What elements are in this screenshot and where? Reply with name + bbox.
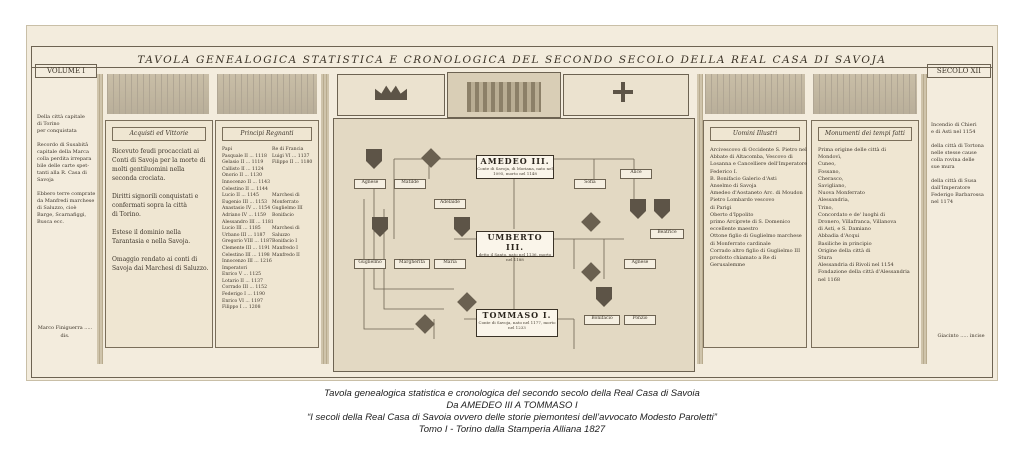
side-note-line: dall'Imperatore <box>931 185 971 191</box>
uomini-panel <box>703 120 807 348</box>
node-tommaso-name: TOMMASO I. <box>482 310 552 320</box>
column-line: Losanna e Cancelliere dell'Imperatore <box>710 161 808 168</box>
column-line: Alessandria, <box>818 197 850 204</box>
column-line: Anselmo di Savoja <box>710 183 757 190</box>
column-line: Callisto II ... 1124 <box>222 166 264 172</box>
column-line <box>112 183 206 192</box>
column-line: Pasquale II ... 1118 <box>222 153 267 159</box>
ornament-left-2 <box>217 74 317 114</box>
node-amedeo-name: AMEDEO III. <box>480 156 550 166</box>
side-note-line: Recordo di Susabitâ <box>37 142 89 148</box>
column-line: Gelasio II ... 1119 <box>222 160 264 166</box>
ornament-right-2 <box>813 74 917 114</box>
column-line: Diritti signorili conquistati e <box>112 193 199 200</box>
side-note-line: nel 1174 <box>931 199 954 205</box>
uomini-text <box>710 147 808 339</box>
column-line: Gregorio VIII ... 1187 <box>222 239 272 245</box>
left-side-notes <box>37 114 96 340</box>
column-line: Pietro Lombardo vescovo <box>710 197 775 204</box>
column-line: Bonifacio <box>272 212 294 218</box>
column-line: Manfredo I <box>272 245 298 251</box>
column-line: di Monferrato cardinale <box>710 240 771 247</box>
side-note-line: Busca ecc. <box>37 219 64 225</box>
column-line: Papi <box>222 147 233 152</box>
caption-line-2: Da AMEDEO III A TOMMASO I <box>446 400 578 411</box>
column-line: Filippo II ... 1180 <box>272 160 313 166</box>
side-note-line: capitale della Marca <box>37 149 89 155</box>
column-line: Trino, <box>818 204 834 211</box>
caption-line-4: Tomo I - Torino dalla Stamperia Alliana 1827 <box>418 424 606 435</box>
node-amedeo-detail: Conte di Savoja, di Moriana, nato nel 1095, morto nel 1148 <box>477 166 553 176</box>
side-note-line <box>37 135 93 142</box>
column-line: Onorio II ... 1130 <box>222 173 263 179</box>
column-line: Marchesi di <box>272 193 300 199</box>
column-line: Bonifacio I <box>272 239 298 245</box>
column-line: Filippo I ... 1208 <box>222 305 261 311</box>
node-amedeo-iii <box>476 155 554 179</box>
column-line: Innocenzo III ... 1216 <box>222 259 272 265</box>
node-umberto-iii <box>476 231 554 262</box>
column-line: Innocenzo II ... 1143 <box>222 179 271 185</box>
column-line: Savigliano, <box>818 183 847 190</box>
column-line: Amedeo d'Aostaneto Arc. di Moudon <box>710 190 803 197</box>
column-line: Cherasco, <box>818 175 844 182</box>
column-line: Enrico VI ... 1197 <box>222 298 263 304</box>
column-line: Saluzzo <box>272 232 290 238</box>
plate-title: TAVOLA GENEALOGICA STATISTICA E CRONOLOGICA DEL SECONDO SECOLO DELLA REAL CASA DI SAVOJA <box>137 54 887 66</box>
column-line: Dronero, Villafranca, Villanova <box>818 219 897 226</box>
side-note-line: della città di Tortona <box>931 143 984 149</box>
side-node: Adelaide <box>434 199 466 209</box>
side-note-line: di Torino <box>37 121 60 127</box>
column-line: Concordato e de' luoghi di <box>818 211 885 218</box>
column-line <box>272 173 312 180</box>
monumenti-text <box>818 147 912 339</box>
ornament-left-1 <box>107 74 209 114</box>
column-line <box>112 246 206 255</box>
side-note-line: nelle stesse cause <box>931 150 977 156</box>
pillar <box>697 74 703 364</box>
column-line: Federico I. <box>710 168 738 175</box>
column-line: molti gentiluomini nella <box>112 166 185 173</box>
column-line: Conti di Savoja per la morte di <box>112 157 206 164</box>
column-line: Prima origine delle città di <box>818 147 886 153</box>
monumenti-panel <box>811 120 919 348</box>
uomini-head: Uomini Illustri <box>710 127 800 141</box>
column-line: di Torino. <box>112 211 141 218</box>
column-line <box>272 180 312 187</box>
column-line: di Parigi <box>710 204 732 211</box>
side-note-line: Ebbero terre comprate <box>37 191 96 197</box>
caption-line-3: “I secoli della Real Casa di Savoia ovvero delle storie piemontesi dell’avvocato Modesto Paroletti” <box>307 412 717 423</box>
column-line: Enrico V ... 1125 <box>222 272 262 278</box>
side-node: Bonifacio <box>584 315 620 325</box>
column-line: Re di Francia <box>272 147 304 152</box>
side-node: Margherita <box>394 259 430 269</box>
column-line: confermati sopra la città <box>112 202 187 209</box>
column-line: Urbano III ... 1187 <box>222 232 266 238</box>
column-line: Ricevuto feudi procacciati ai <box>112 148 200 155</box>
column-line: eccellente maestro <box>710 226 759 233</box>
column-line: prodotto chiamato a Re di <box>710 255 777 262</box>
column-line: Luigi VI ... 1137 <box>272 153 310 159</box>
volume-label: VOLUME I <box>35 64 97 78</box>
column-line: Guglielmo III <box>272 206 303 212</box>
side-node: Alice <box>620 169 652 179</box>
column-line: Basiliche in principio <box>818 240 872 247</box>
side-note-line: colla rovina delle <box>931 157 975 163</box>
column-line: nel 1168 <box>818 276 841 283</box>
principi-panel <box>215 120 319 348</box>
side-note-line <box>931 136 991 143</box>
column-line: Savoja dai Marchesi di Saluzzo. <box>112 265 209 272</box>
column-line: Imperatori <box>222 265 248 271</box>
column-line: Celestino III ... 1198 <box>222 252 270 258</box>
side-note-line: Federigo Barbarossa <box>931 192 984 198</box>
caption-line-1: Tavola genealogica statistica e cronologica del secondo secolo della Real Casa di Savoia <box>324 388 700 399</box>
engraved-plate <box>26 25 998 381</box>
side-note-line: e di Asti nel 1154 <box>931 129 976 135</box>
principi-text <box>222 147 274 339</box>
column-line: Fossano, <box>818 168 841 175</box>
column-line: Lucio II ... 1145 <box>222 193 259 199</box>
column-line: Estese il dominio nella <box>112 229 181 236</box>
column-line: Abbate di Altacomba, Vescovo di <box>710 154 793 161</box>
pillar <box>97 74 103 364</box>
column-line: Eugenio III ... 1153 <box>222 199 268 205</box>
ornament-right-1 <box>705 74 805 114</box>
column-line: Arcivescovo di Occidente S. Pietro nel <box>710 147 807 153</box>
century-label: SECOLO XII <box>927 64 991 78</box>
column-line: Ottone figlio di Guglielmo marchese <box>710 233 802 240</box>
column-line: B. Bonifacio Galerio d'Asti <box>710 175 777 182</box>
caption <box>0 388 1024 436</box>
column-line: Corrado III ... 1152 <box>222 285 268 291</box>
side-note-line: Barge, Scarnafiggi, <box>37 212 87 218</box>
acquisti-text <box>112 147 209 339</box>
side-note-line: della città di Susa <box>931 178 977 184</box>
side-note-line: per conquistata <box>37 128 77 134</box>
column-line: Tarantasia e nella Savoja. <box>112 238 191 245</box>
side-note-line: colla perdita irrepara <box>37 156 92 162</box>
column-line: seconda crociata. <box>112 175 166 182</box>
node-umberto-detail: detto il Santo, nato nel 1136, morto nel 1188 <box>478 252 552 262</box>
column-line: Lucio III ... 1185 <box>222 226 261 232</box>
side-note-line: Savoja <box>37 177 54 183</box>
side-note-line: da Manfredi marchese <box>37 198 95 204</box>
column-line: primo Arciprete di S. Domenico <box>710 219 791 226</box>
side-node: Ponzio <box>624 315 656 325</box>
side-node: Agnese <box>354 179 386 189</box>
pillar <box>321 74 329 364</box>
pillar <box>921 74 927 364</box>
column-line: Monferrato <box>272 199 299 205</box>
column-line: Origine della città di <box>818 247 871 254</box>
column-line: Oberto d'Ippolito <box>710 211 754 218</box>
left-bottom-credit: Marco Finiguerra ..... dis. <box>37 325 93 339</box>
side-node: Beatrice <box>650 229 684 239</box>
column-line: Stura <box>818 255 833 262</box>
side-node: Agnese <box>624 259 656 269</box>
column-line: di Asti, e S. Damiano <box>818 226 871 233</box>
column-line: Anastasio IV ... 1154 <box>222 206 271 212</box>
column-line: Adriano IV ... 1159 <box>222 212 266 218</box>
side-note-line: di Saluzzo, cioè <box>37 205 77 211</box>
column-line: Alessandro III ... 1181 <box>222 219 274 225</box>
right-bottom-credit: Giacinto ..... incise <box>937 333 985 339</box>
side-node: Maria <box>434 259 466 269</box>
side-note-line: sue mura <box>931 164 955 170</box>
side-node: Sofia <box>574 179 606 189</box>
column-line <box>272 167 312 174</box>
column-line: Federigo I ... 1190 <box>222 292 265 298</box>
castle-icon <box>467 82 541 112</box>
column-line: Manfredo II <box>272 252 300 258</box>
principi-text-right <box>272 147 312 339</box>
top-illustration-right <box>563 74 689 116</box>
column-line: Nuova Monferrato <box>818 190 865 197</box>
side-note-line: tanti alla R. Casa di <box>37 170 87 176</box>
side-note-line <box>931 171 991 178</box>
acquisti-head: Acquisti ed Vittorie <box>112 127 206 141</box>
column-line: Marchesi di <box>272 226 300 232</box>
column-line: Omaggio rendato ai conti di <box>112 256 198 263</box>
node-tommaso-i <box>476 309 558 337</box>
principi-head: Principi Regnanti <box>222 127 312 141</box>
column-line: Fondazione della città d'Alessandria <box>818 269 910 276</box>
column-line: Corrado altro figlio di Guglielmo III <box>710 247 801 254</box>
genealogy-panel <box>333 118 695 372</box>
column-line: Mondovì, <box>818 154 842 161</box>
side-note-line: bile delle carte spet- <box>37 163 90 169</box>
acquisti-panel <box>105 120 213 348</box>
right-side-notes <box>931 122 991 340</box>
column-line: Gerusalemme <box>710 262 746 269</box>
column-line: Abbadia d'Acqui <box>818 233 860 240</box>
side-note-line <box>37 184 93 191</box>
monumenti-head: Monumenti dei tempi fatti <box>818 127 912 141</box>
side-note-line: Della città capitale <box>37 114 85 120</box>
column-line: Alessandria di Rivoli nel 1154 <box>818 262 894 269</box>
side-node: Matilde <box>394 179 426 189</box>
column-line <box>112 219 206 228</box>
node-tommaso-detail: Conte di Savoja, nato nel 1177, morto nel 1233 <box>478 320 556 330</box>
column-line: Cuneo, <box>818 161 836 168</box>
side-node: Guglielmo <box>354 259 386 269</box>
node-umberto-name: UMBERTO III. <box>487 232 543 252</box>
column-line: Clemente III ... 1191 <box>222 245 271 251</box>
side-note-line: Incendio di Chieri <box>931 122 977 128</box>
column-line: Lotario II ... 1137 <box>222 278 263 284</box>
column-line: Celestino II ... 1144 <box>222 186 268 192</box>
